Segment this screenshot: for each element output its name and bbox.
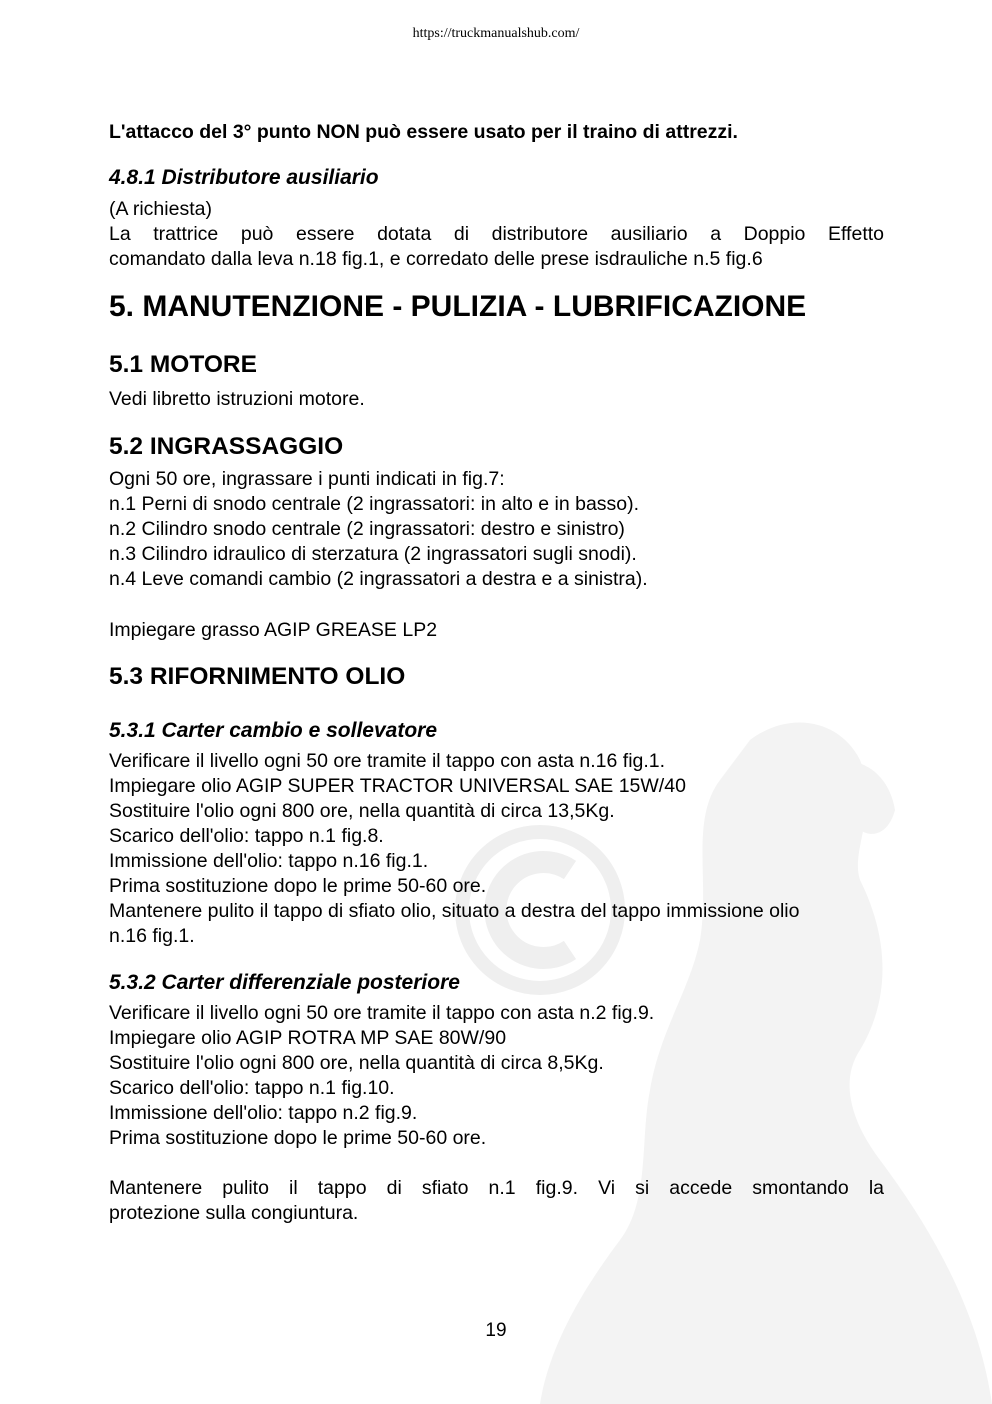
section-4-8-1-line: comandato dalla leva n.18 fig.1, e corredato delle prese isdrauliche n.5 fig.6 <box>109 248 763 270</box>
header-url: https://truckmanualshub.com/ <box>412 26 580 41</box>
section-4-8-1-body <box>109 197 884 272</box>
body-line: Scarico dell'olio: tappo n.1 fig.8. <box>109 825 384 847</box>
chapter-5-title: 5. MANUTENZIONE - PULIZIA - LUBRIFICAZIONE <box>109 290 807 323</box>
section-4-8-1-line: La trattrice può essere dotata di distributore ausiliario a Doppio Effetto <box>109 223 884 245</box>
body-line: protezione sulla congiuntura. <box>109 1202 359 1224</box>
body-line: Verificare il livello ogni 50 ore tramite il tappo con asta n.2 fig.9. <box>109 1002 655 1024</box>
section-5-3-title: 5.3 RIFORNIMENTO OLIO <box>109 663 406 690</box>
body-line: Verificare il livello ogni 50 ore tramite il tappo con asta n.16 fig.1. <box>109 750 666 772</box>
section-4-8-1-title: 4.8.1 Distributore ausiliario <box>109 166 379 189</box>
body-line: Immissione dell'olio: tappo n.16 fig.1. <box>109 850 429 872</box>
body-line: n.16 fig.1. <box>109 925 195 947</box>
section-5-2-title: 5.2 INGRASSAGGIO <box>109 433 344 460</box>
section-5-2-grease: Impiegare grasso AGIP GREASE LP2 <box>109 619 438 641</box>
list-item: n.2 Cilindro snodo centrale (2 ingrassatori: destro e sinistro) <box>109 518 625 540</box>
list-item: n.1 Perni di snodo centrale (2 ingrassatori: in alto e in basso). <box>109 493 640 515</box>
body-line: Prima sostituzione dopo le prime 50-60 ore. <box>109 1127 487 1149</box>
section-5-3-2-final <box>109 1176 884 1226</box>
section-5-2-list <box>109 467 884 592</box>
section-5-1-text: Vedi libretto istruzioni motore. <box>109 388 365 410</box>
body-line: Mantenere pulito il tappo di sfiato n.1 fig.9. Vi si accede smontando la <box>109 1177 884 1199</box>
page-number: 19 <box>485 1320 507 1341</box>
section-5-3-1-title: 5.3.1 Carter cambio e sollevatore <box>109 719 437 742</box>
section-4-8-1-note: (A richiesta) <box>109 198 212 220</box>
body-line: Sostituire l'olio ogni 800 ore, nella quantità di circa 13,5Kg. <box>109 800 615 822</box>
list-item: Ogni 50 ore, ingrassare i punti indicati in fig.7: <box>109 468 505 490</box>
section-5-1-title: 5.1 MOTORE <box>109 351 257 378</box>
body-line: Impiegare olio AGIP SUPER TRACTOR UNIVERSAL SAE 15W/40 <box>109 775 686 797</box>
body-line: Impiegare olio AGIP ROTRA MP SAE 80W/90 <box>109 1027 507 1049</box>
section-5-3-1-body <box>109 749 884 949</box>
section-5-3-2-title: 5.3.2 Carter differenziale posteriore <box>109 971 460 994</box>
body-line: Scarico dell'olio: tappo n.1 fig.10. <box>109 1077 395 1099</box>
list-item: n.4 Leve comandi cambio (2 ingrassatori a destra e a sinistra). <box>109 568 648 590</box>
warning-text: L'attacco del 3° punto NON può essere usato per il traino di attrezzi. <box>109 121 738 143</box>
section-5-3-2-body <box>109 1001 884 1151</box>
body-line: Mantenere pulito il tappo di sfiato olio, situato a destra del tappo immissione olio <box>109 900 800 922</box>
list-item: n.3 Cilindro idraulico di sterzatura (2 ingrassatori sugli snodi). <box>109 543 637 565</box>
body-line: Sostituire l'olio ogni 800 ore, nella quantità di circa 8,5Kg. <box>109 1052 604 1074</box>
body-line: Immissione dell'olio: tappo n.2 fig.9. <box>109 1102 418 1124</box>
body-line: Prima sostituzione dopo le prime 50-60 ore. <box>109 875 487 897</box>
